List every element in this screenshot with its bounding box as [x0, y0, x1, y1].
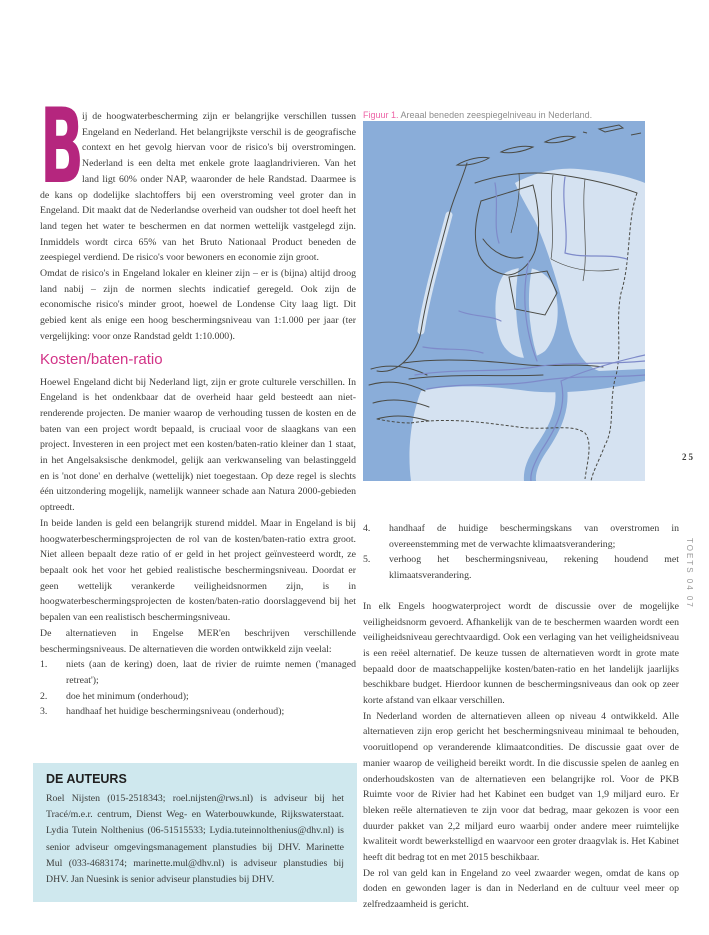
section-paragraph-1: Hoewel Engeland dicht bij Nederland ligt, zijn er grote culturele verschillen. In Engeland is het ondenkbaar dat de overheid haar geld besteedt aan niet-renderende projecten. De manier waarop de verhouding tussen de kosten en de baten van een project wordt bepaald, is cruciaal voor de slaagkans van een project. Investeren in een project met een kosten/baten-ratio kleiner dan 1 staat, in het Angelsaksische denkmodel, gelijk aan verkwanseling van belastinggeld en is 'not done' en derhalve (wettelijk) niet toegestaan. Op deze regel is slechts één uitzondering mogelijk, namelijk wanneer schade aan Natura 2000-gebieden optreedt. [40, 376, 356, 514]
list-item-text: handhaaf de huidige beschermingskans van overstromen in overeenstemming met de verwachte klimaatsverandering; [389, 523, 679, 550]
list-item-number: 3. [40, 706, 48, 718]
list-item [363, 552, 679, 583]
figure-to-text-spacer [363, 481, 679, 521]
section-paragraph-3: De alternatieven in Engelse MER'en beschrijven verschillende beschermingsniveaus. De alternatieven die worden ontwikkeld zijn veelal: [40, 627, 356, 655]
right-paragraph-2: In Nederland worden de alternatieven alleen op niveau 4 ontwikkeld. Alle alternatieven zijn erop gericht het beschermingsniveau minimaal te behouden, vooruitlopend op veranderende klimaatcondities. De discussie gaat over de manier waarop de veiligheid bereikt wordt. In die discussie spelen de aanleg en onderhoudskosten van de alternatieven een belangrijke rol. Voor de PKB Ruimte voor de Rivier had het Kabinet een budget van 1,9 miljard euro. Er bleken reële alternatieven te zijn voor dat bedrag, maar gekozen is voor een duurder pakket van 2,2 miljard euro waarbij onder andere meer ruimtelijke kwaliteit wordt bewerkstelligd en waarvoor een groter draagvlak is. Het Kabinet heeft dit bedrag tot en met 2015 beschikbaar. [363, 710, 679, 864]
list-item-number: 4. [363, 523, 371, 534]
figure-caption-text: Areaal beneden zeespiegelniveau in Nederland. [398, 110, 593, 120]
dropcap-box [40, 87, 84, 207]
authors-box-title: DE AUTEURS [46, 772, 127, 786]
list-item-number: 1. [40, 659, 48, 671]
intro-paragraph-2: Omdat de risico's in Engeland lokaler en kleiner zijn – er is (bijna) altijd droog land nabij – zijn de normen slechts indicatief geregeld. Ook zijn de economische risico's minder groot, hoewel de Londense City laag ligt. Dit gebied kent als enige een hoog beschermingsniveau van 1:1.000 per jaar (ter vergelijking: voor onze Randstad geldt 1:10.000). [40, 268, 356, 342]
list-item [40, 704, 356, 720]
right-paragraph-3: De rol van geld kan in Engeland zo veel zwaarder wegen, omdat de kans op doden en gewonden lager is dan in Nederland en de cultuur veel meer op zelfredzaamheid is gericht. [363, 867, 679, 911]
right-paragraph-1: In elk Engels hoogwaterproject wordt de discussie over de mogelijke veiligheidsnorm gevoerd. Afhankelijk van de te beschermen waarden wordt een veiligheidsniveau gerechtvaardigd. Ook een verlaging van het veiligheidsniveau is een reëel alternatief. De keuze tussen de alternatieven wordt in grote mate bepaald door de maatschappelijke kosten/baten-ratio en het landelijk jaarlijks beschikbare budget. Hierdoor kunnen de beschermingsniveaus dan ook op zeer korte afstand van elkaar verschillen. [363, 600, 679, 707]
figure-caption [363, 109, 679, 121]
left-column [40, 87, 356, 720]
list-item [40, 689, 356, 705]
intro-paragraph-1 [40, 87, 356, 266]
edition-vertical-label: TOETS 04 07 [685, 538, 694, 609]
authors-box-body: Roel Nijsten (015-2518343; roel.nijsten@rws.nl) is adviseur bij het Tracé/m.e.r. centrum, Dienst Weg- en Waterbouwkunde, Rijkswaterstaat. Lydia Tutein Nolthenius (06-51515533; Lydia.tuteinnolthenius@dhv.nl) is senior adviseur omgevingsmanagement planstudies bij DHV. Marinette Mul (033-4683174; marinette.mul@dhv.nl) is adviseur planstudies bij DHV. Jan Nuesink is senior adviseur planstudies bij DHV. [46, 793, 344, 886]
list-item [363, 521, 679, 552]
intro-paragraph-1-text: ij de hoogwaterbescherming zijn er belangrijke verschillen tussen Engeland en Nederland. Het belangrijkste verschil is de geografische context en het gevolg hiervan voor de risico's bij overstromingen. Nederland is een delta met enkele grote laaglandrivieren. Van het land ligt 60% onder NAP, waaronder de hele Randstad. Daarmee is de kans op dodelijke slachtoffers bij een overstroming veel groter dan in Engeland. Dit maakt dat de Nederlandse overheid van oudsher tot doel heeft het land tegen het water te beschermen en dat normen wettelijk vastgelegd zijn. Inmiddels wordt circa 65% van het Bruto Nationaal Product beneden de zeespiegel verdiend. De risico's voor bewoners en economie zijn groot. [40, 111, 356, 264]
list-item-number: 2. [40, 690, 48, 702]
section-paragraph-2: In beide landen is geld een belangrijk sturend middel. Maar in Engeland is bij hoogwaterbeschermingsprojecten de rol van de kosten/baten-ratio extra groot. Niet alleen bepaalt deze ratio of er geld in het project geïnvesteerd wordt, ze bepaalt ook het voor het gebied realistische beschermingsniveau. Doordat er geen wettelijk verankerde veiligheidsnormen zijn, is in hoogwaterbeschermingsprojecten de kosten/baten-ratio doorslaggevend bij het bepalen van een realistisch beschermingsniveau. [40, 517, 356, 624]
netherlands-map-graphic [363, 121, 645, 481]
figure-label: Figuur 1. [363, 110, 399, 120]
list-item-text: verhoog het beschermingsniveau, rekening houdend met klimaatsverandering. [389, 554, 679, 582]
section-heading-kosten-baten-ratio: Kosten/baten-ratio [40, 350, 163, 368]
page-number: 25 [682, 452, 695, 462]
list-item-number: 5. [363, 554, 371, 566]
dropcap-letter: B [40, 87, 84, 207]
list-item-text: niets (aan de kering) doen, laat de rivier de ruimte nemen ('managed retreat'); [66, 659, 356, 686]
list-item-text: handhaaf het huidige beschermingsniveau (onderhoud); [66, 706, 285, 718]
list-item-text: doe het minimum (onderhoud); [66, 690, 189, 702]
list-item [40, 657, 356, 688]
authors-box [33, 763, 357, 902]
figure-map-netherlands [363, 121, 645, 481]
right-column [363, 109, 679, 913]
